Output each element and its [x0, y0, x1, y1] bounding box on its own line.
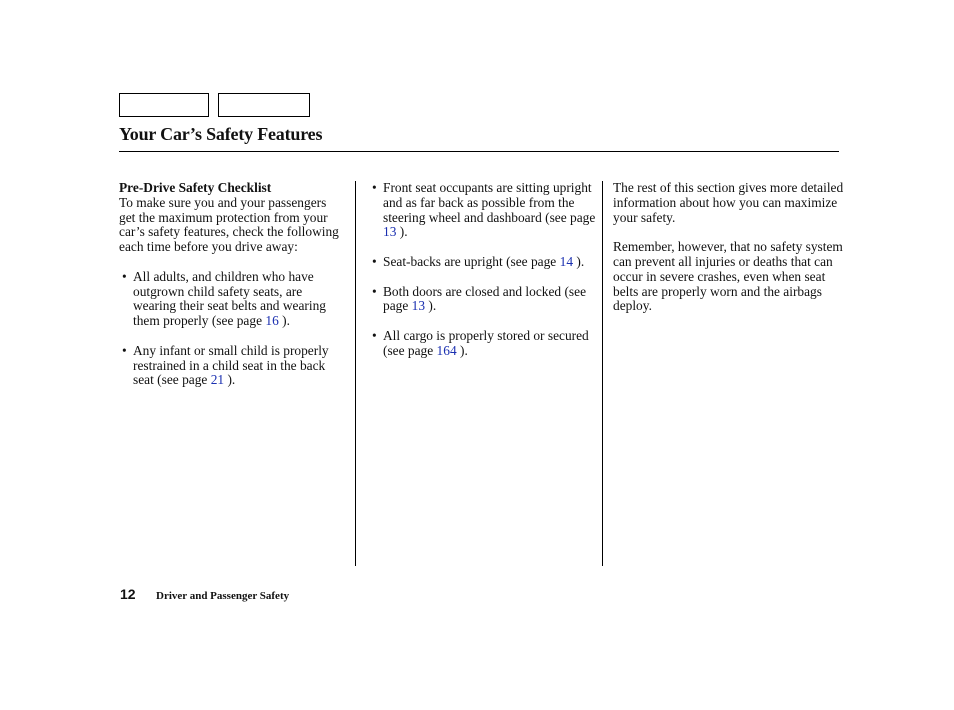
column-divider: [355, 181, 356, 566]
checklist-item-close: ).: [227, 372, 236, 388]
page-number: 12: [120, 586, 136, 602]
checklist-item-text: All adults, and children who have outgrown child safety seats, are wearing their seat belts and wearing them properly (see page: [133, 268, 326, 329]
checklist-item-close: ).: [460, 342, 468, 358]
column-left: [119, 181, 344, 403]
nav-tab-box-1[interactable]: [119, 93, 209, 117]
checklist-list-1: [119, 270, 344, 388]
checklist-item-text: Seat-backs are upright (see page: [383, 253, 557, 269]
checklist-item: [369, 329, 597, 359]
checklist-item-text: Front seat occupants are sitting upright and as far back as possible from the steering wheel and dashboard (see page: [383, 180, 596, 225]
page-link[interactable]: 14: [559, 253, 574, 269]
checklist-item-close: ).: [282, 313, 290, 329]
column-divider: [602, 181, 603, 566]
page-link[interactable]: 164: [436, 342, 457, 358]
checklist-item-close: ).: [576, 253, 585, 269]
checklist-item-text: Any infant or small child is properly restrained in a child seat in the back seat (see page: [133, 342, 329, 388]
checklist-item: [119, 270, 344, 329]
body-paragraph: Remember, however, that no safety system can prevent all injuries or deaths that can occur in severe crashes, even when seat belts are properly worn and the airbags deploy.: [613, 239, 843, 314]
column-middle: [369, 181, 597, 373]
checklist-heading: Pre-Drive Safety Checklist: [119, 180, 272, 195]
title-divider: [119, 151, 839, 152]
column-right: [613, 181, 849, 329]
page-link[interactable]: 13: [411, 298, 426, 314]
page-link[interactable]: 16: [265, 313, 279, 329]
page-title: Your Car’s Safety Features: [119, 124, 323, 144]
checklist-intro: To make sure you and your passengers get the maximum protection from your car’s safety features, check the following each time before you drive away:: [119, 194, 339, 255]
checklist-item-text: Both doors are closed and locked (see page: [383, 283, 587, 314]
checklist-item: [369, 285, 597, 315]
nav-tab-box-2[interactable]: [218, 93, 310, 117]
checklist-item-text: All cargo is properly stored or secured (see page: [383, 327, 589, 358]
body-paragraph: The rest of this section gives more detailed information about how you can maximize your safety.: [613, 180, 844, 225]
checklist-item-close: ).: [428, 298, 437, 314]
checklist-item: [119, 344, 344, 388]
checklist-item: [369, 181, 597, 240]
checklist-list-2: [369, 181, 597, 359]
checklist-item-close: ).: [399, 224, 408, 240]
checklist-item: [369, 255, 597, 270]
page-link[interactable]: 21: [210, 372, 225, 388]
footer-section-title: Driver and Passenger Safety: [156, 590, 290, 602]
page-link[interactable]: 13: [383, 224, 397, 240]
